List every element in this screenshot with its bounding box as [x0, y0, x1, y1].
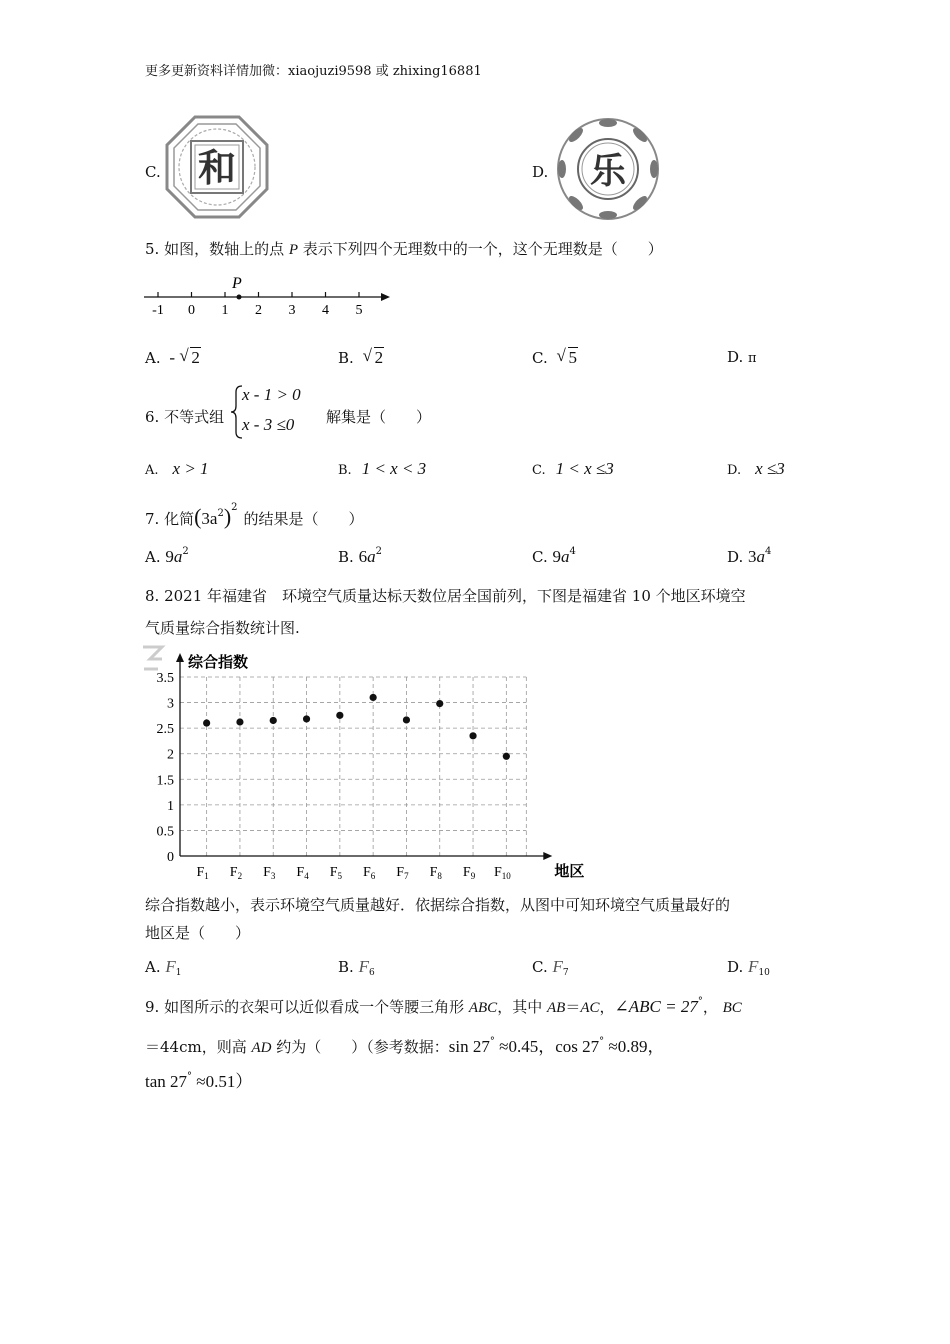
- q8-option-a: A. $F_1$: [145, 957, 182, 978]
- q5-option-c: C. √ 5: [532, 346, 577, 367]
- q4-option-c-label: C.: [145, 163, 161, 181]
- chart-data-point: [403, 716, 410, 723]
- question-9-line-1: 9. 如图所示的衣架可以近似看成一个等腰三角形 ABC，其中 AB＝AC，∠ABC = 27°， BC: [145, 996, 742, 1016]
- chart-corner-mark: [143, 647, 162, 669]
- chart-data-point: [469, 732, 476, 739]
- chart-x-tick-label: $F_{10}$: [493, 865, 511, 881]
- q7-option-a: A. $9a^2$: [145, 546, 189, 566]
- q5-option-a: A. - √ 2: [145, 346, 200, 367]
- octagon-seal-icon: [165, 115, 269, 219]
- chart-x-tick-label: $F_6$: [362, 865, 376, 881]
- q6-option-a: A. x > 1: [145, 459, 209, 478]
- chart-y-axis-arrow: [176, 653, 184, 662]
- chart-data-point: [336, 712, 343, 719]
- number-line-tick-label: 4: [322, 303, 329, 318]
- chart-x-axis-label: 地区: [554, 862, 585, 880]
- q4-c-char: 和: [197, 146, 237, 190]
- point-p-dot: [237, 295, 242, 300]
- chart-y-tick-label: 0: [167, 850, 174, 865]
- chart-x-tick-label: $F_8$: [429, 865, 442, 881]
- number-line-tick-label: 1: [221, 303, 229, 318]
- question-6-prefix: 6. 不等式组: [145, 408, 225, 426]
- number-line-tick-label: 3: [288, 303, 296, 318]
- question-8-after-line-2: 地区是（ ）: [145, 924, 251, 942]
- q4-option-d-label: D.: [532, 163, 549, 181]
- q7-option-b: B. $6a^2$: [338, 546, 382, 566]
- chart-x-tick-label: $F_9$: [462, 865, 476, 881]
- q6-option-c: C. 1 < x ≤3: [532, 459, 614, 478]
- chart-y-tick-label: 3: [167, 696, 174, 712]
- question-6-suffix: 解集是（ ）: [326, 408, 432, 426]
- question-9-line-3: tan 27° ≈0.51）: [145, 1071, 253, 1091]
- chart-y-tick-label: 3.5: [156, 671, 174, 686]
- chart-data-point: [203, 719, 210, 726]
- q5-option-b: B. √ 2: [338, 346, 384, 367]
- number-line-tick-label: 0: [188, 303, 195, 318]
- chart-x-tick-label: $F_1$: [196, 865, 209, 881]
- q8-option-b: B. $F_6$: [338, 957, 375, 978]
- q8-option-c: C. $F_7$: [532, 957, 569, 978]
- number-line-tick-label: 2: [255, 303, 262, 318]
- chart-y-tick-label: 2: [167, 747, 174, 763]
- chart-x-tick-label: $F_3$: [263, 865, 276, 881]
- chart-y-axis-label: 综合指数: [188, 653, 249, 671]
- chart-data-point: [270, 717, 277, 724]
- number-line: [140, 270, 400, 320]
- chart-x-tick-label: $F_5$: [329, 865, 342, 881]
- page-header: 更多更新资料详情加微：xiaojuzi9598 或 zhixing16881: [145, 64, 482, 79]
- chart-x-tick-label: $F_2$: [229, 865, 243, 881]
- chart-data-point: [303, 715, 310, 722]
- question-9-line-2: ＝44cm，则高 AD 约为（ ）（参考数据：sin 27° ≈0.45，cos 27° ≈0.89，: [145, 1036, 665, 1056]
- q7-option-d: D. $3a^4$: [727, 546, 772, 566]
- question-7-stem: 7. 化简$(3a^2)^2$的结果是（ ）: [145, 502, 364, 529]
- chart-data-point: [503, 753, 510, 760]
- q4-d-char: 乐: [589, 151, 627, 192]
- leaf-wreath-icon: [554, 115, 662, 223]
- question-8-stem-line-1: 8. 2021 年福建省 环境空气质量达标天数位居全国前列，下图是福建省 10 个地区环境空: [145, 587, 746, 605]
- air-quality-chart: [140, 645, 585, 885]
- q7-option-c: C. $9a^4$: [532, 546, 576, 566]
- question-8-stem-line-2: 气质量综合指数统计图.: [145, 619, 300, 637]
- q6-line-1: x - 1 > 0: [242, 385, 301, 404]
- number-line-tick-label: -1: [152, 303, 164, 318]
- chart-data-point: [236, 718, 243, 725]
- number-line-tick-label: 5: [355, 303, 363, 318]
- chart-x-axis-arrow: [543, 852, 552, 860]
- chart-y-tick-label: 2.5: [156, 722, 174, 738]
- q6-line-2: x - 3 ≤0: [242, 415, 295, 434]
- chart-data-point: [436, 700, 443, 707]
- question-8-after-line-1: 综合指数越小，表示环境空气质量越好．依据综合指数，从图中可知环境空气质量最好的: [145, 896, 731, 914]
- chart-y-tick-label: 1: [167, 798, 174, 814]
- chart-data-point: [370, 694, 377, 701]
- chart-y-tick-label: 0.5: [156, 824, 174, 840]
- q6-option-d: D. x ≤3: [727, 459, 785, 478]
- q6-option-b: B. 1 < x < 3: [338, 459, 427, 478]
- chart-x-tick-label: $F_4$: [296, 865, 309, 881]
- question-5-stem: 5. 如图，数轴上的点 P 表示下列四个无理数中的一个，这个无理数是（ ）: [145, 240, 663, 258]
- q8-option-d: D. $F_{10}$: [727, 957, 770, 978]
- point-p-label: P: [232, 275, 242, 292]
- chart-y-tick-label: 1.5: [156, 773, 174, 789]
- q5-option-d: D. π: [727, 348, 757, 366]
- chart-x-tick-label: $F_7$: [396, 865, 409, 881]
